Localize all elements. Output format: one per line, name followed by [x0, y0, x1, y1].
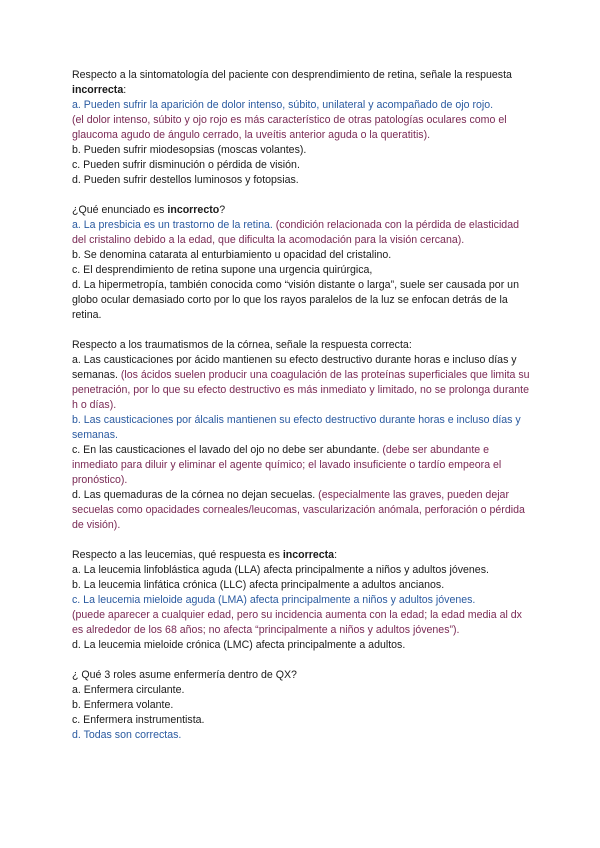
question-4-emphasis: incorrecta — [282, 549, 335, 561]
question-4-option-c: c. La leucemia mieloide aguda (LMA) afecta principalmente a niños y adultos jóvenes. — [72, 594, 476, 606]
question-1-option-d: d. Pueden sufrir destellos luminosos y fotopsias. — [72, 174, 299, 186]
question-2 — [72, 203, 532, 323]
question-5-option-d: d. Todas son correctas. — [72, 729, 182, 741]
question-3 — [72, 338, 532, 533]
question-4-option-d: d. La leucemia mieloide crónica (LMC) afecta principalmente a adultos. — [72, 639, 406, 651]
question-3-option-a: a. Las causticaciones por ácido mantienen su efecto destructivo durante horas e incluso días y semanas. (los ácidos suelen producir una coagulación de las proteínas superficiales que limita su penetración, por lo que su efecto destructivo es más inmediato y limitado, no se prolonga durante h o días). — [72, 354, 530, 411]
question-3-option-a-note: (los ácidos suelen producir una coagulación de las proteínas superficiales que limita su penetración, por lo que su efecto destructivo es más inmediato y limitado, no se prolonga durante h o días). — [72, 369, 530, 411]
question-3-title: Respecto a los traumatismos de la córnea, señale la respuesta correcta: — [72, 339, 412, 351]
question-2-emphasis: incorrecto — [167, 204, 220, 216]
question-5 — [72, 668, 532, 743]
question-4-option-b: b. La leucemia linfática crónica (LLC) afecta principalmente a adultos ancianos. — [72, 579, 445, 591]
question-1-option-b: b. Pueden sufrir miodesopsias (moscas volantes). — [72, 144, 307, 156]
question-1-emphasis: incorrecta — [72, 84, 124, 96]
question-3-option-c-note: (debe ser abundante e inmediato para diluir y eliminar el agente químico; el lavado insuficiente o tardío empeora el pronóstico). — [72, 444, 502, 486]
question-2-option-a-note: (condición relacionada con la pérdida de elasticidad del cristalino debido a la edad, que dificulta la acomodación para la visión cercana). — [72, 219, 519, 246]
question-3-option-d: d. Las quemaduras de la córnea no dejan secuelas. (especialmente las graves, pueden dejar secuelas como opacidades corneales/leucomas, vascularización anómala, perforación o pérdida de visión). — [72, 489, 525, 531]
document-page — [72, 68, 532, 758]
question-5-title: ¿ Qué 3 roles asume enfermería dentro de QX? — [72, 669, 297, 681]
question-1-title: Respecto a la sintomatología del paciente con desprendimiento de retina, señale la respuesta incorrecta: — [72, 69, 512, 96]
question-3-option-d-note: (especialmente las graves, pueden dejar secuelas como opacidades corneales/leucomas, vascularización anómala, perforación o pérdida de visión). — [72, 489, 525, 531]
question-3-option-c: c. En las causticaciones el lavado del ojo no debe ser abundante. (debe ser abundante e inmediato para diluir y eliminar el agente químico; el lavado insuficiente o tardío empeora el pronóstico). — [72, 444, 502, 486]
question-4 — [72, 548, 532, 653]
question-2-option-a: a. La presbicia es un trastorno de la retina. (condición relacionada con la pérdida de elasticidad del cristalino debido a la edad, que dificulta la acomodación para la visión cercana). — [72, 219, 519, 246]
question-2-option-d: d. La hipermetropía, también conocida como “visión distante o larga”, suele ser causada por un globo ocular demasiado corto por lo que los rayos paralelos de la luz se enfocan detrás de la retina. — [72, 279, 519, 321]
question-5-option-a: a. Enfermera circulante. — [72, 684, 185, 696]
question-1-option-a-note: (el dolor intenso, súbito y ojo rojo es más característico de otras patologías oculares como el glaucoma agudo de ángulo cerrado, la uveítis anterior aguda o la queratitis). — [72, 114, 507, 141]
question-4-option-a: a. La leucemia linfoblástica aguda (LLA) afecta principalmente a niños y adultos jóvenes. — [72, 564, 489, 576]
question-2-option-c: c. El desprendimiento de retina supone una urgencia quirúrgica, — [72, 264, 373, 276]
question-4-option-c-note: (puede aparecer a cualquier edad, pero su incidencia aumenta con la edad; la edad media al dx es alrededor de los 68 años; no afecta “principalmente a niños y adultos jóvenes”). — [72, 609, 522, 636]
question-1-option-c: c. Pueden sufrir disminución o pérdida de visión. — [72, 159, 300, 171]
question-2-option-b: b. Se denomina catarata al enturbiamiento u opacidad del cristalino. — [72, 249, 392, 261]
question-5-option-c: c. Enfermera instrumentista. — [72, 714, 205, 726]
question-4-title: Respecto a las leucemias, qué respuesta es incorrecta: — [72, 549, 338, 561]
question-5-option-b: b. Enfermera volante. — [72, 699, 174, 711]
question-1-option-a: a. Pueden sufrir la aparición de dolor intenso, súbito, unilateral y acompañado de ojo rojo. — [72, 99, 494, 111]
question-3-option-b: b. Las causticaciones por álcalis mantienen su efecto destructivo durante horas e incluso días y semanas. — [72, 414, 521, 441]
question-1 — [72, 68, 532, 188]
question-2-title: ¿Qué enunciado es incorrecto? — [72, 204, 226, 216]
